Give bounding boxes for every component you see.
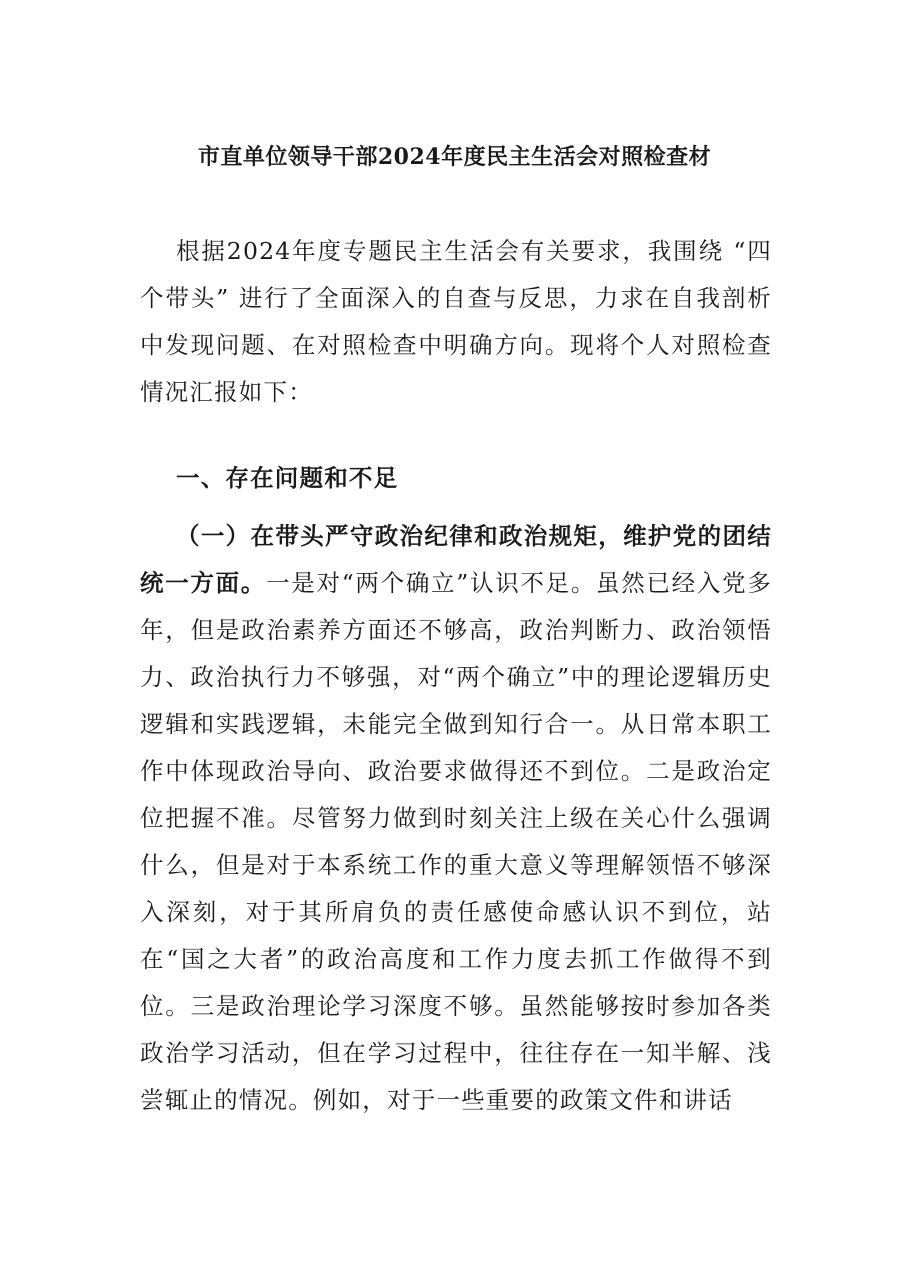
document-title: 市直单位领导干部2024年度民主生活会对照检查材 <box>197 144 712 170</box>
intro-paragraph: 根据2024年度专题民主生活会有关要求，我围绕 “四个带头” 进行了全面深入的自查与反思，力求在自我剖析中发现问题、在对照检查中明确方向。现将个人对照检查情况汇报如下： <box>140 237 772 406</box>
subsection-heading-political-discipline: （一）在带头严守政治纪律和政治规矩，维护党的团结统一方面。 <box>140 522 772 597</box>
subsection-body-text: 一是对“两个确立”认识不足。虽然已经入党多年，但是政治素养方面还不够高，政治判断力、政治领悟力、政治执行力不够强，对“两个确立”中的理论逻辑历史逻辑和实践逻辑，未能完全做到知行合一。从日常本职工作中体现政治导向、政治要求做得还不到位。二是政治定位把握不准。尽管努力做到时刻关注上级在关心什么强调什么，但是对于本系统工作的重大意义等理解领悟不够深入深刻，对于其所肩负的责任感使命感认识不到位，站在“国之大者”的政治高度和工作力度去抓工作做得不到位。三是政治理论学习深度不够。虽然能够按时参加各类政治学习活动，但在学习过程中，往往存在一知半解、浅尝辄止的情况。例如，对于一些重要的政策文件和讲话 <box>140 569 773 1114</box>
section-heading-problems: 一、存在问题和不足 <box>176 464 399 492</box>
subsection-paragraph-political-discipline <box>140 513 772 1124</box>
